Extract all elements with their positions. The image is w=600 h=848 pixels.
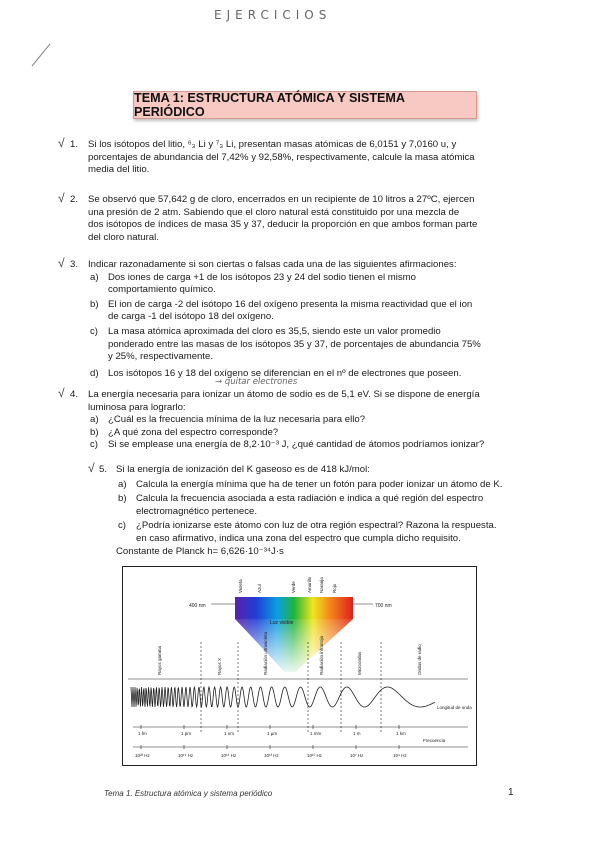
question-line: del cloro natural. bbox=[88, 231, 159, 243]
question-number: 5. bbox=[99, 464, 108, 475]
sub-item-c: c) La masa atómica aproximada del cloro es 35,5, siendo este un valor promedio ponderado entre las masas de los isótopos 35 y 37, de porcentajes de abundancia 75% y 25%, respectivamente. bbox=[90, 325, 481, 363]
question-1 bbox=[58, 136, 508, 177]
color-label: Azul bbox=[257, 584, 262, 593]
sub-item-d: d) Los isótopos 16 y 18 del oxígeno se diferencian en el nº de electrones que poseen. bbox=[90, 367, 462, 379]
question-intro: Si la energía de ionización del K gaseoso es de 418 kJ/mol: bbox=[116, 464, 370, 475]
question-line: dos isótopos de índices de masa 35 y 37, deducir la proporción en que ambos forman parte bbox=[88, 219, 478, 231]
sub-item-b: b) ¿A qué zona del espectro corresponde? bbox=[90, 426, 279, 438]
color-label: Amarillo bbox=[307, 576, 312, 593]
wave-curve bbox=[131, 687, 435, 707]
color-label: Rojo bbox=[332, 583, 337, 593]
visible-label: Luz visible bbox=[270, 620, 294, 626]
sub-item-b: b) Calcula la frecuencia asociada a esta radiación e indica a qué región del espectro electromagnético pertenece. bbox=[118, 493, 484, 517]
frequency-tick-label: 10¹⁰ Hz bbox=[307, 753, 323, 758]
question-number: 3. bbox=[70, 259, 79, 270]
question-line: Se observó que 57,642 g de cloro, encerrados en un recipiente de 10 litros a 27ºC, ejercen bbox=[88, 194, 475, 205]
frequency-tick-label: 10¹⁶ Hz bbox=[221, 753, 237, 758]
question-line: media del litio. bbox=[88, 164, 150, 176]
check-mark-icon: √ bbox=[58, 136, 65, 150]
question-5 bbox=[88, 461, 516, 558]
frequency-tick-label: 10¹³ Hz bbox=[264, 753, 279, 758]
visible-band bbox=[235, 597, 353, 619]
question-3 bbox=[58, 256, 508, 380]
frequency-tick-label: 10¹⁹ Hz bbox=[178, 753, 194, 758]
wavelength-ticks bbox=[138, 725, 406, 736]
wavelength-tick-label: 1 µm bbox=[267, 731, 278, 736]
region-label: Ondas de radio bbox=[417, 644, 422, 675]
frequency-label: Frecuencia bbox=[423, 738, 446, 743]
question-line: Si los isótopos del litio, ⁶₃ Li y ⁷₃ Li, presentan masas atómicas de 6,0151 y 7,0160 u, y bbox=[88, 139, 457, 150]
spectrum-figure bbox=[122, 566, 477, 766]
question-line: La energía necesaria para ionizar un átomo de sodio es de 5,1 eV. Si se dispone de energía bbox=[88, 389, 480, 400]
wavelength-tick-label: 1 fm bbox=[138, 731, 147, 736]
wavelength-tick-label: 1 mm bbox=[310, 731, 322, 736]
wavelength-tick-label: 1 m bbox=[353, 731, 361, 736]
wavelength-tick-label: 1 km bbox=[396, 731, 406, 736]
question-4 bbox=[58, 386, 508, 452]
nm-right-label: 700 nm bbox=[375, 603, 392, 609]
question-intro: Indicar razonadamente si son ciertas o falsas cada una de las siguientes afirmaciones: bbox=[88, 259, 457, 270]
question-number: 4. bbox=[70, 389, 79, 400]
region-label: Microondas bbox=[357, 651, 362, 675]
question-number: 2. bbox=[70, 194, 79, 205]
color-label: Verde bbox=[291, 581, 296, 593]
spectrum-svg bbox=[123, 567, 476, 765]
handwritten-annotation: → quitar electrones bbox=[215, 377, 298, 387]
question-number: 1. bbox=[70, 139, 79, 150]
page-number: 1 bbox=[508, 787, 514, 798]
sub-item-c: c) ¿Podría ionizarse este átomo con luz de otra región espectral? Razona la respuesta. en caso afirmativo, indica una zona del espectro que cumpla dicho requisito. bbox=[118, 520, 497, 544]
sub-item-a: a) Calcula la energía mínima que ha de tener un fotón para poder ionizar un átomo de K. bbox=[118, 478, 503, 490]
wavelength-tick-label: 1 pm bbox=[181, 731, 192, 736]
sub-item-a: a) Dos iones de carga +1 de los isótopos 23 y 24 del sodio tienen el mismo comportamiento químico. bbox=[90, 271, 416, 296]
sub-item-c: c) Si se emplease una energía de 8,2·10⁻³ J, ¿qué cantidad de átomos podríamos ionizar? bbox=[90, 439, 485, 451]
handwritten-title: EJERCICIOS bbox=[214, 8, 332, 22]
question-line: una presión de 2 atm. Sabiendo que el cloro natural está constituido por una mezcla de bbox=[88, 206, 460, 218]
wavelength-label: Longitud de onda bbox=[437, 705, 472, 710]
planck-constant: Constante de Planck h= 6,626·10⁻³⁴J·s bbox=[116, 545, 284, 557]
frequency-tick-label: 10⁷ Hz bbox=[350, 753, 364, 758]
footer-text: Tema 1. Estructura atómica y sistema periódico bbox=[104, 789, 273, 798]
pencil-stroke bbox=[30, 40, 54, 70]
sub-item-a: a) ¿Cuál es la frecuencia mínima de la luz necesaria para ello? bbox=[90, 414, 366, 426]
frequency-tick-label: 10²² Hz bbox=[135, 753, 150, 758]
color-label: Violeta bbox=[238, 579, 243, 593]
check-mark-icon: √ bbox=[58, 386, 65, 400]
region-label: Radiación ultravioleta bbox=[263, 631, 268, 675]
question-2 bbox=[58, 191, 508, 244]
frequency-tick-label: 10⁴ Hz bbox=[393, 753, 407, 758]
sub-item-b: b) El ion de carga -2 del isótopo 16 del oxígeno presenta la misma reactividad que el ion de carga -1 del isótopo 18 del oxígeno. bbox=[90, 298, 473, 323]
color-label: Naranja bbox=[319, 577, 324, 593]
color-labels bbox=[238, 576, 337, 593]
question-line: porcentajes de abundancia del 7,42% y 92,58%, respectivamente, calcule la masa atómica bbox=[88, 151, 475, 163]
region-label: Rayos X bbox=[217, 657, 222, 675]
region-label: Rayos gamma bbox=[157, 645, 162, 675]
check-mark-icon: √ bbox=[58, 191, 65, 205]
check-mark-icon: √ bbox=[58, 256, 65, 270]
question-line: luminosa para lograrlo: bbox=[88, 401, 186, 413]
check-mark-icon: √ bbox=[88, 461, 95, 475]
region-label: Radiación infrarroja bbox=[319, 635, 324, 675]
page-title: TEMA 1: ESTRUCTURA ATÓMICA Y SISTEMA PERIÓDICO bbox=[133, 91, 477, 119]
wavelength-tick-label: 1 nm bbox=[224, 731, 235, 736]
nm-left-label: 400 nm bbox=[189, 603, 206, 609]
